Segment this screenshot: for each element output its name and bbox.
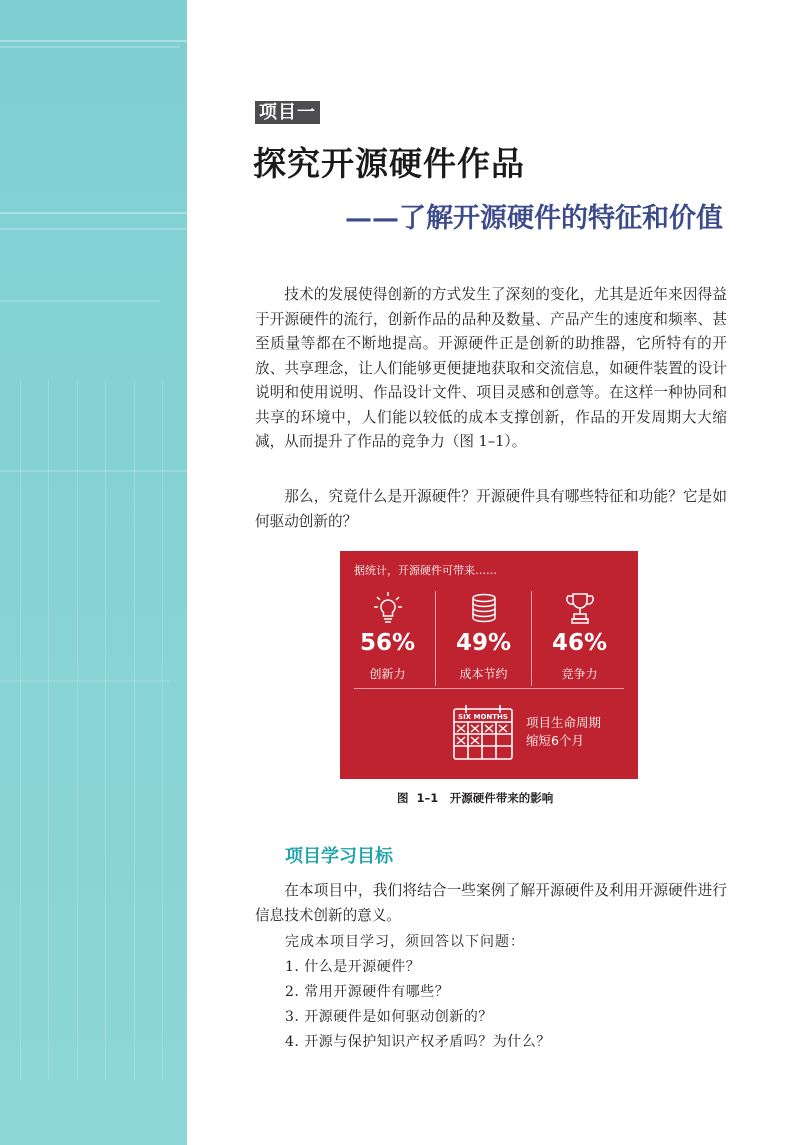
- list-item: 2. 常用开源硬件有哪些？: [285, 984, 450, 1000]
- stat-percent: 56%: [359, 630, 416, 656]
- figure-1-1: [340, 551, 638, 779]
- sidebar-streak: [0, 228, 187, 230]
- sidebar-grid-line: [48, 380, 49, 1080]
- figure-caption: 图 1–1 开源硬件带来的影响: [397, 791, 554, 805]
- sidebar-streak: [0, 40, 187, 42]
- figure-heading: 据统计，开源硬件可带来……: [354, 564, 497, 577]
- questions-intro: 完成本项目学习，须回答以下问题：: [285, 934, 525, 950]
- sidebar-grid-line: [77, 380, 78, 1080]
- figure-divider: [354, 688, 624, 689]
- decorative-sidebar: [0, 0, 187, 1145]
- list-item: 3. 开源硬件是如何驱动创新的？: [285, 1009, 493, 1025]
- stat-percent: 49%: [455, 630, 512, 656]
- page-subtitle: ——了解开源硬件的特征和价值: [345, 203, 723, 234]
- calendar-icon: [452, 703, 514, 761]
- stat-label: 竞争力: [561, 667, 598, 681]
- lightbulb-icon: [373, 591, 403, 625]
- list-item: 4. 开源与保护知识产权矛盾吗？为什么？: [285, 1034, 551, 1050]
- stat-percent: 46%: [551, 630, 608, 656]
- calendar-caption-line: 项目生命周期: [526, 715, 602, 730]
- calendar-caption-line: 缩短6个月: [526, 733, 584, 748]
- calendar-caption: [526, 714, 601, 750]
- stat-label: 创新力: [369, 667, 406, 681]
- sidebar-grid-line: [20, 380, 21, 1080]
- project-tag: 项目一: [255, 101, 320, 124]
- sidebar-grid-line: [105, 380, 106, 1080]
- sidebar-streak: [0, 46, 180, 48]
- intro-paragraph-2: 那么，究竟什么是开源硬件？开源硬件具有哪些特征和功能？它是如何驱动创新的？: [255, 488, 727, 530]
- question-list: [285, 955, 551, 1055]
- section-heading-goals: 项目学习目标: [285, 846, 393, 867]
- stat-competitiveness: [532, 591, 627, 682]
- sidebar-streak: [0, 300, 160, 302]
- sidebar-streak: [0, 212, 187, 214]
- list-item: 1. 什么是开源硬件？: [285, 959, 421, 975]
- stat-label: 成本节约: [459, 667, 508, 681]
- stat-cost-saving: [436, 591, 531, 682]
- sidebar-streak: [0, 680, 170, 682]
- page-title: 探究开源硬件作品: [253, 144, 525, 183]
- sidebar-grid-line: [162, 380, 163, 1080]
- intro-paragraph-1: 技术的发展使得创新的方式发生了深刻的变化，尤其是近年来因得益于开源硬件的流行，创新作品的品种及数量、产品产生的速度和频率、甚至质量等都在不断地提高。开源硬件正是创新的助推器，它所特有的开放、共享理念，让人们能够更便捷地获取和交流信息，如硬件装置的设计说明和使用说明、作品设计文件、项目灵感和创意等。在这样一种协同和共享的环境中，人们能以较低的成本支撑创新，作品的开发周期大大缩减，从而提升了作品的竞争力（图 1–1）。: [255, 286, 727, 450]
- trophy-icon: [565, 591, 595, 625]
- stat-innovation: [340, 591, 435, 682]
- calendar-badge: SIX MONTHS: [458, 713, 508, 721]
- sidebar-grid-line: [134, 380, 135, 1080]
- sidebar-streak: [0, 470, 187, 472]
- goals-intro: 在本项目中，我们将结合一些案例了解开源硬件及利用开源硬件进行信息技术创新的意义。: [255, 882, 727, 924]
- coin-stack-icon: [469, 591, 499, 625]
